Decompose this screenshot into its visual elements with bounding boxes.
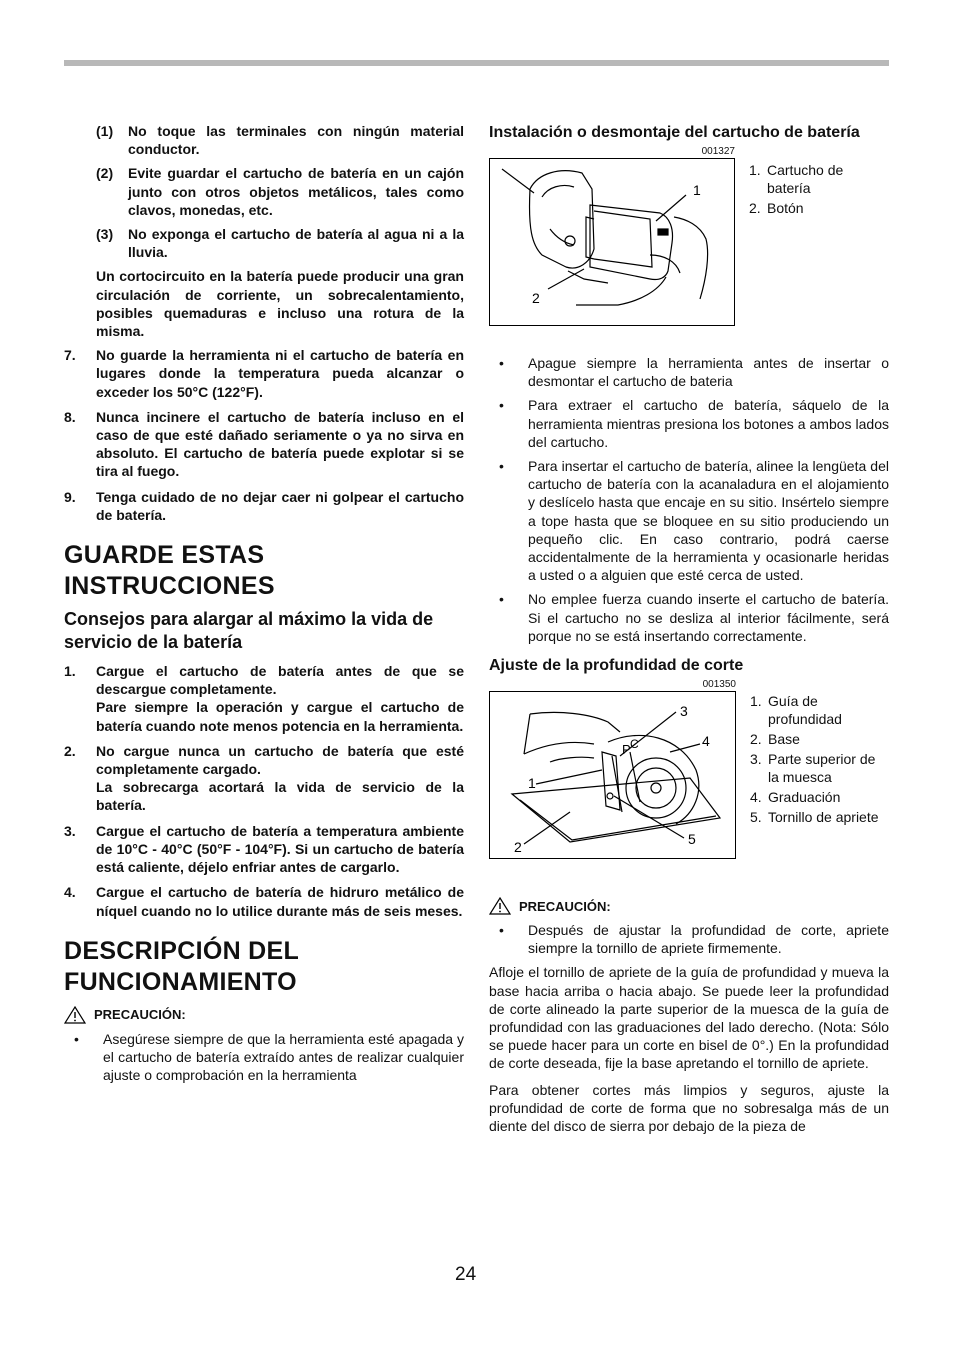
item-number: 1.: [64, 663, 76, 680]
battery-safety-subitems: [64, 122, 464, 261]
warning-icon: [489, 897, 511, 915]
bullet-icon: •: [499, 397, 504, 414]
list-item: [489, 396, 889, 451]
item-number: 7.: [64, 347, 76, 364]
legend-text: Cartucho de batería: [767, 162, 844, 196]
heading-save-instructions: GUARDE ESTAS INSTRUCCIONES: [64, 541, 275, 601]
bullet-text: Para insertar el cartucho de batería, alinee la lengüeta del cartucho de batería con la acanaladura en el alojamiento y deslícelo hasta que encaje en su sitio. Insértelo siempre a tope hasta que se bloquee en su sitio produciendo un pequeño clic. En caso contrario, podrá caerse accidentalmente de la herramienta y ocasionarle heridas a usted o a alguien que esté cerca de usted.: [528, 458, 889, 584]
legend-number: 2.: [750, 731, 762, 748]
caution-block: [489, 897, 889, 915]
item-number: (3): [96, 226, 114, 243]
item-text: Cargue el cartucho de batería antes de que se descargue completamente.: [96, 663, 464, 698]
legend-text: Parte superior de la muesca: [768, 751, 876, 786]
battery-safety-items: [64, 346, 464, 524]
bullet-text: Después de ajustar la profundidad de corte, apriete siempre la tornillo de apriete firmemente.: [528, 922, 889, 957]
figure-legend: [750, 692, 889, 859]
right-column: [489, 122, 889, 1135]
figure-mark: P: [622, 742, 631, 758]
legend-number: 2.: [749, 200, 761, 216]
legend-item: [750, 788, 889, 806]
legend-item: [750, 750, 889, 786]
depth-paragraph-2: Para obtener cortes más limpios y seguros, ajuste la profundidad de corte de forma que no sobresalga más de un diente del disco de sierra por debajo de la pieza de: [489, 1081, 889, 1135]
callout-2: 2: [532, 290, 540, 306]
list-item: [489, 457, 889, 584]
left-column: [64, 122, 464, 1090]
legend-text: Graduación: [768, 789, 841, 806]
item-text: Nunca incinere el cartucho de batería incluso en el caso de que esté dañado seriamente o ya no sirva en absoluto. El cartucho de batería puede explotar si se tira al fuego.: [96, 408, 464, 480]
legend-text: Tornillo de apriete: [768, 809, 879, 826]
item-text: No cargue nunca un cartucho de batería que esté completamente cargado.: [96, 742, 464, 778]
header-rule: [64, 60, 889, 66]
figure-depth: [489, 678, 889, 859]
legend-number: 1.: [750, 693, 762, 710]
item-text: No toque las terminales con ningún material conductor.: [128, 123, 464, 158]
figure-mark: C: [630, 737, 639, 752]
subheading-battery-tips: Consejos para alargar al máximo la vida de servicio de la batería: [64, 609, 434, 653]
legend-text: Botón: [767, 200, 804, 216]
install-bullets: [489, 354, 889, 645]
item-number: 9.: [64, 488, 76, 505]
bullet-text: Para extraer el cartucho de batería, sáquelo de la herramienta mientras presiona los botones a ambos lados del cartucho.: [528, 397, 889, 450]
list-item: [64, 662, 464, 735]
list-item: [64, 883, 464, 919]
item-text: Cargue el cartucho de batería de hidruro metálico de níquel cuando no lo utilice durante más de seis meses.: [96, 884, 464, 919]
figure-code: 001350: [702, 679, 736, 691]
figure-battery: [489, 145, 889, 326]
item-text: No guarde la herramienta ni el cartucho de batería en lugares donde la temperatura pueda alcanzar o exceder los 50°C (122°F).: [96, 347, 464, 400]
legend-text: Guía de profundidad: [768, 693, 842, 728]
list-item: [489, 921, 889, 957]
item-number: 4.: [64, 884, 76, 901]
legend-item: [750, 692, 889, 728]
list-item: [64, 408, 464, 481]
battery-tips-list: [64, 662, 464, 920]
callout-4: 4: [702, 733, 710, 750]
bullet-icon: •: [499, 458, 504, 475]
bullet-text: No emplee fuerza cuando inserte el cartucho de batería. Si el cartucho no se desliza al interior fácilmente, será porque no se está insertando correctamente.: [528, 591, 889, 644]
legend-item: [749, 199, 889, 217]
legend-item: [750, 808, 889, 826]
item-text: Tenga cuidado de no dejar caer ni golpear el cartucho de batería.: [96, 488, 464, 523]
legend-item: [749, 161, 889, 197]
bullet-icon: •: [499, 591, 504, 608]
legend-item: [750, 730, 889, 748]
item-number: (2): [96, 165, 114, 182]
list-item: [96, 164, 464, 219]
bullet-text: Apague siempre la herramienta antes de insertar o desmontar el cartucho de bateria: [528, 355, 889, 390]
item-extra: La sobrecarga acortará la vida de servicio de la batería.: [96, 779, 464, 814]
item-text: No exponga el cartucho de batería al agua ni a la lluvia.: [128, 226, 464, 261]
caution-label: PRECAUCIÓN:: [94, 1007, 186, 1023]
short-circuit-note: Un cortocircuito en la batería puede producir una gran circulación de corriente, un sobrecalentamiento, posibles quemaduras e incluso una rotura de la misma.: [96, 268, 464, 340]
heading-battery-install: Instalación o desmontaje del cartucho de batería: [489, 124, 860, 141]
list-item: [64, 822, 464, 877]
bullet-icon: •: [499, 922, 504, 939]
bullet-icon: •: [499, 355, 504, 371]
callout-2: 2: [514, 839, 522, 856]
legend-number: 4.: [750, 789, 762, 806]
caution-block: [64, 1006, 464, 1024]
figure-battery-illustration: [489, 158, 735, 326]
battery-tool-drawing: [490, 159, 734, 325]
item-text: Cargue el cartucho de batería a temperatura ambiente de 10°C - 40°C (50°F - 104°F). Si un cartucho de batería está caliente, déjelo enfriar antes de cargarlo.: [96, 822, 464, 876]
bullet-icon: •: [74, 1030, 79, 1047]
legend-text: Base: [768, 731, 800, 748]
list-item: [64, 742, 464, 815]
depth-paragraph: Afloje el tornillo de apriete de la guía de profundidad y mueva la base hacia arriba o hacia abajo. Se puede leer la profundidad de corte alineado la parte superior de la muesca de la guía de profundidad con las graduaciones del lado derecho. (Nota: Sólo se puede hacer para un corte en bisel de 0°.) En la profundidad de corte deseada, fije la base apretando el tornillo de apriete.: [489, 964, 889, 1072]
callout-1: 1: [528, 775, 536, 792]
figure-code: 001327: [701, 146, 735, 157]
caution-bullets: [64, 1030, 464, 1085]
item-number: (1): [96, 123, 114, 139]
list-item: [64, 1030, 464, 1085]
caution-bullets: [489, 921, 889, 957]
item-number: 8.: [64, 408, 76, 425]
caution-label: PRECAUCIÓN:: [519, 898, 611, 914]
legend-number: 1.: [749, 162, 761, 178]
figure-legend: [749, 161, 889, 326]
list-item: [489, 590, 889, 645]
legend-number: 5.: [750, 809, 762, 826]
saw-depth-drawing: [490, 692, 735, 858]
item-extra: Pare siempre la operación y cargue el cartucho de batería cuando note menos potencia en la herramienta.: [96, 699, 464, 734]
figure-depth-illustration: [489, 691, 736, 859]
callout-5: 5: [688, 831, 696, 848]
heading-cut-depth: Ajuste de la profundidad de corte: [489, 657, 744, 675]
list-item: [96, 122, 464, 158]
list-item: [64, 346, 464, 401]
heading-functional-description: DESCRIPCIÓN DEL FUNCIONAMIENTO: [64, 936, 299, 996]
list-item: [489, 354, 889, 390]
callout-3: 3: [680, 703, 688, 720]
callout-1: 1: [693, 182, 701, 198]
warning-icon: [64, 1006, 86, 1024]
item-number: 3.: [64, 822, 76, 839]
item-text: Evite guardar el cartucho de batería en un cajón junto con otros objetos metálicos, tales como clavos, monedas, etc.: [128, 165, 464, 218]
page-number: 24: [455, 1264, 477, 1285]
bullet-text: Asegúrese siempre de que la herramienta esté apagada y el cartucho de batería extraído antes de realizar cualquier ajuste o comprobación en la herramienta: [103, 1030, 464, 1084]
legend-number: 3.: [750, 751, 762, 768]
list-item: [64, 488, 464, 524]
list-item: [96, 225, 464, 261]
item-number: 2.: [64, 742, 76, 759]
